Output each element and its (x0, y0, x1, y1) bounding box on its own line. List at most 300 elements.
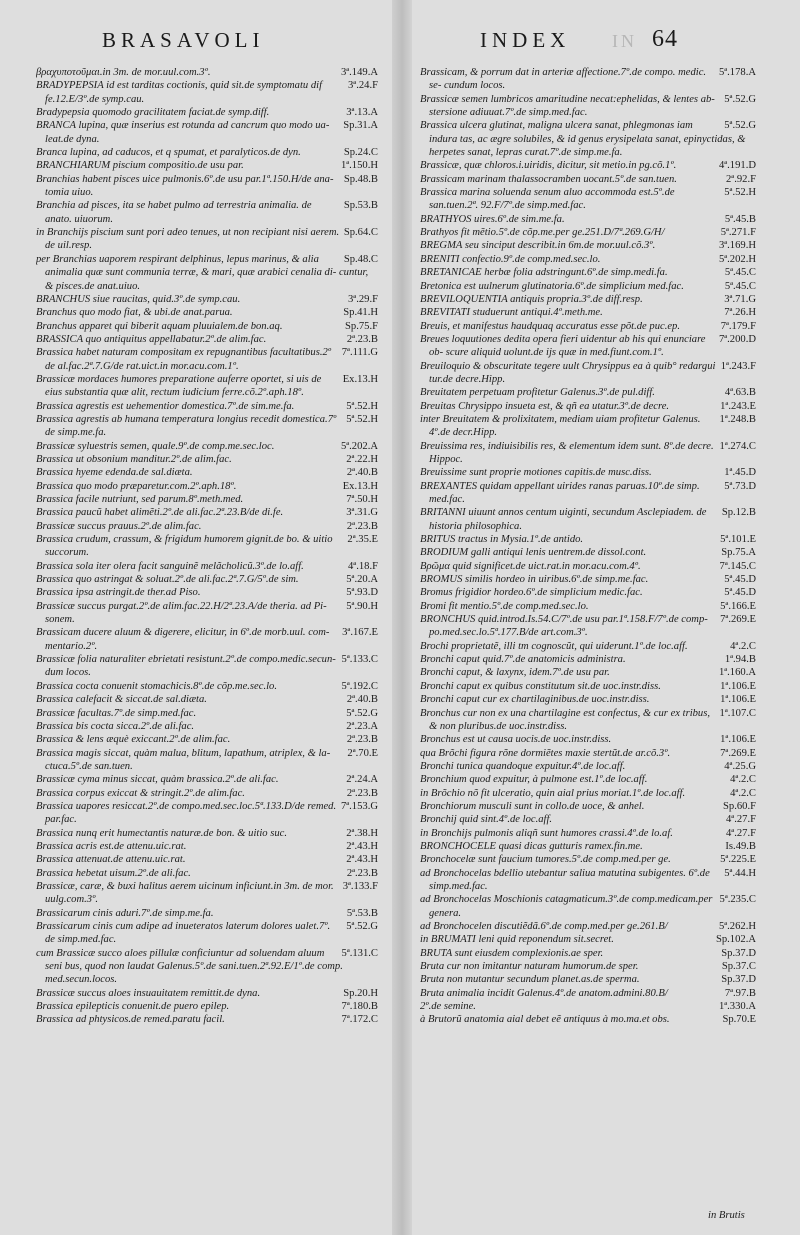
entry-text: Brassicæ succus prauus.2º.de alim.fac. (36, 520, 202, 532)
index-entry (36, 720, 378, 733)
index-column-left (36, 66, 378, 1226)
entry-text: Brassicam, & porrum dat in arteriæ affectione.7º.de compo. medic. se- cundum locos. (420, 67, 707, 92)
entry-reference: 5ª.73.D (724, 480, 756, 492)
entry-reference: Sp.60.F (723, 800, 756, 812)
index-entry (420, 800, 756, 813)
entry-reference: 1ª.274.C (719, 440, 756, 452)
entry-text: Brassica ut obsonium manditur.2º.de alim.fac. (36, 453, 232, 465)
entry-text: Brassicæ cyma minus siccat, quàm brassica.2º.de ali.fac. (36, 774, 279, 786)
entry-text: Brassicæ syluestris semen, quale.9º.de comp.me.sec.loc. (36, 440, 275, 452)
entry-text: à Brutorũ anatomia aial debet eẽ antiquus à mo.ma.et obs. (420, 1014, 670, 1026)
index-entry (36, 880, 378, 907)
entry-text: Breuissima res, indiuisibilis res, & elementum idem sunt. 8º.de decre. Hippoc. (420, 440, 714, 465)
entry-reference: 5ª.45.D (724, 587, 756, 599)
entry-text: Breuitas Chrysippo insueta est, & qñ ea utatur.3º.de decre. (420, 400, 670, 412)
entry-reference: 3ª.13.A (346, 107, 378, 119)
entry-reference: 4ª.25.G (724, 760, 756, 772)
entry-text: Brassica quo modo præparetur.com.2º.aph.18º. (36, 480, 237, 492)
index-entry (420, 253, 756, 266)
entry-reference: Ex.13.H (342, 480, 378, 492)
index-entry (36, 987, 378, 1000)
index-entry (36, 827, 378, 840)
entry-text: Bromus frigidior hordeo.6º.de simplicium medic.fac. (420, 587, 643, 599)
entry-text: Bruta cur non imitantur naturam humorum.de sper. (420, 961, 639, 973)
entry-reference: 7ª.26.H (724, 307, 756, 319)
index-entry (420, 840, 756, 853)
index-entry (36, 920, 378, 947)
entry-reference: 5ª.45.C (724, 267, 756, 279)
index-entry (420, 480, 756, 507)
entry-text: cum Brassicæ succo aloes pillulæ conficiuntur ad soluendam aluum seni bus, quod non laudat Galenus.5º.de sani.tuen.2ª.92.E/1º.de comp. med.secun.locos. (36, 947, 343, 986)
entry-reference: 5ª.52.H (346, 400, 378, 412)
index-entry (36, 440, 378, 453)
index-entry (36, 680, 378, 693)
index-entry (36, 119, 378, 146)
entry-text: BRITUS tractus in Mysia.1º.de antido. (420, 534, 584, 546)
entry-text: BREXANTES quidam appellant uirides ranas paruas.10º.de simp. med.fac. (420, 480, 700, 505)
entry-text: Brassica magis siccat, quàm malua, blitum, lapathum, atriplex, & la- ctuca.5º.de san.tuen. (36, 747, 331, 772)
entry-reference: 4ª.2.C (730, 774, 756, 786)
index-entry (36, 226, 378, 253)
entry-reference: 3ª.71.G (724, 293, 756, 305)
index-entry (420, 280, 756, 293)
entry-text: BRENITI confectio.9º.de comp.med.sec.lo. (420, 253, 601, 265)
entry-reference: 7ª.269.E (720, 614, 756, 626)
entry-reference: Ex.13.H (342, 373, 378, 385)
entry-text: Brassica agrestis est uehementior domestica.7º.de sim.me.fa. (36, 400, 295, 412)
entry-reference: Sp.24.C (343, 147, 378, 159)
index-entry (420, 933, 756, 946)
index-entry (420, 360, 756, 387)
index-entry (420, 506, 756, 533)
entry-reference: 2ª.23.B (346, 734, 378, 746)
entry-text: Bronchiorum musculi sunt in collo.de uoce, & anhel. (420, 800, 645, 812)
index-entry (420, 867, 756, 894)
entry-reference: 2ª.43.H (346, 840, 378, 852)
entry-reference: 1ª.150.H (340, 160, 378, 172)
index-entry (420, 66, 756, 93)
index-entry (420, 853, 756, 866)
index-entry (420, 653, 756, 666)
entry-reference: 5ª.45.C (724, 280, 756, 292)
entry-text: Brassicam marinam thalassocramben uocant.5º.de san.tuen. (420, 173, 677, 185)
entry-reference: 4ª.2.C (730, 787, 756, 799)
entry-reference: 2ª.24.A (346, 774, 378, 786)
entry-reference: Sp.20.H (343, 987, 378, 999)
entry-reference: 1ª.160.A (718, 667, 756, 679)
entry-text: Brassica crudum, crassum, & frigidum humorem gignit.de bo. & uitio succorum. (36, 534, 333, 559)
index-entry (420, 213, 756, 226)
entry-text: in Brõchio nõ fit ulceratio, quin aial prius moriat.1º.de loc.aff. (420, 787, 686, 799)
entry-text: Brassica & lens æquè exiccant.2º.de alim.fac. (36, 734, 231, 746)
page-number: 64 (652, 26, 678, 52)
entry-text: BREGMA seu sinciput describit.in 6m.de mor.uul.cõ.3º. (420, 240, 656, 252)
entry-reference: 5ª.44.H (724, 867, 756, 879)
entry-text: Bradypepsia quomodo gracilitatem faciat.de symp.diff. (36, 107, 270, 119)
index-entry (420, 119, 756, 159)
index-entry (420, 226, 756, 239)
entry-reference: 5ª.202.H (718, 253, 756, 265)
entry-reference: 5ª.178.A (718, 67, 756, 78)
entry-reference: 7ª.180.B (341, 1001, 378, 1013)
entry-text: βραχυποτοῦμαι.in 3m. de mor.uul.com.3º. (36, 67, 211, 78)
entry-reference: Sp.48.B (343, 173, 378, 185)
entry-text: Bruta animalia incidit Galenus.4º.de anatom.admini.80.B/ (420, 987, 668, 999)
entry-text: Brassica agrestis ab humana temperatura longius recedit domestica.7º de simp.me.fa. (36, 413, 337, 439)
entry-reference: 1ª.106.E (720, 694, 756, 706)
index-entry (36, 560, 378, 573)
entry-reference: 3ª.149.A (340, 67, 378, 78)
entry-text: Brassica paucũ habet alimẽti.2º.de ali.fac.2ª.23.B/de di.fe. (36, 507, 284, 519)
entry-text: BRANCA lupina, quæ inserius est rotunda ad cancrum quo modo ua- leat.de dyna. (36, 120, 330, 145)
entry-text: Bronchi caput, & laxynx, idem.7º.de usu par. (420, 667, 610, 679)
entry-text: Brassicæ succus aloes insuauitatem remittit.de dyna. (36, 987, 261, 999)
entry-reference: Sp.75.F (345, 320, 378, 332)
entry-text: Βρῶμα quid significet.de uict.rat.in mor.acu.com.4º. (420, 560, 641, 572)
entry-reference: Is.49.B (725, 840, 756, 852)
entry-text: Brochi proprietatẽ, illi tm cognoscũt, qui uiderunt.1º.de loc.aff. (420, 640, 688, 652)
index-entry (420, 586, 756, 599)
index-entry (420, 893, 756, 920)
index-entry (420, 320, 756, 333)
index-entry (420, 773, 756, 786)
entry-text: Bronchus est ut causa uocis.de uoc.instr.diss. (420, 734, 612, 746)
entry-text: Brassica acris est.de attenu.uic.rat. (36, 840, 187, 852)
entry-reference: Sp.41.H (343, 307, 378, 319)
index-entry (36, 159, 378, 172)
entry-reference: 5ª.45.B (724, 213, 756, 225)
index-entry (420, 560, 756, 573)
index-entry (420, 546, 756, 559)
index-entry (36, 480, 378, 493)
index-entry (420, 266, 756, 279)
entry-reference: 5ª.52.G (346, 707, 378, 719)
entry-text: Brassicæ facultas.7º.de simp.med.fac. (36, 707, 197, 719)
index-entry (420, 293, 756, 306)
index-entry (36, 907, 378, 920)
index-entry (420, 306, 756, 319)
entry-reference: 5ª.202.A (340, 440, 378, 452)
index-entry (420, 973, 756, 986)
entry-reference: 1ª.248.B (719, 413, 756, 425)
entry-text: Bronchi tunica quandoque expuitur.4º.de loc.aff. (420, 760, 626, 772)
entry-reference: Sp.48.C (343, 253, 378, 265)
index-entry (420, 680, 756, 693)
entry-text: BRONCHUS quid.introd.Is.54.C/7º.de usu par.1ª.158.F/7º.de comp- po.med.sec.lo.5ª.177.B/de art.com.3º. (420, 614, 708, 639)
entry-reference: 1ª.94.B (724, 654, 756, 666)
entry-text: Bronchi caput quid.7º.de anatomicis administra. (420, 654, 626, 666)
index-entry (420, 600, 756, 613)
entry-reference: 5ª.101.E (720, 534, 756, 546)
entry-text: Brassica attenuat.de attenu.uic.rat. (36, 854, 186, 866)
index-entry (420, 747, 756, 760)
running-head-index: INDEX (480, 28, 571, 52)
index-entry (36, 520, 378, 533)
entry-reference: 2ª.40.B (346, 694, 378, 706)
entry-text: Brassica calefacit & siccat.de sal.diæta. (36, 694, 207, 706)
entry-reference: 2ª.23.A (346, 720, 378, 732)
entry-text: Brassica hebetat uisum.2º.de ali.fac. (36, 867, 191, 879)
index-entry (420, 413, 756, 440)
entry-text: BREVITATI studuerunt antiqui.4º.meth.me. (420, 307, 603, 319)
entry-reference: 3ª.133.F (342, 880, 378, 892)
entry-reference: 2ª.70.E (347, 747, 378, 759)
entry-reference: Sp.102.A (715, 934, 756, 946)
entry-reference: 2ª.22.H (346, 453, 378, 465)
entry-text: Brassica marina soluenda senum aluo accommoda est.5º.de san.tuen.2ª. 92.F/7º.de simp.med.fac. (420, 187, 675, 212)
entry-text: BRASSICA quo antiquitus appellabatur.2º.de alim.fac. (36, 333, 267, 345)
entry-text: qua Brõchi figura rõne dormiẽtes maxie stertũt.de ar.cõ.3º. (420, 747, 671, 759)
index-entry (36, 466, 378, 479)
index-entry (36, 573, 378, 586)
index-entry (36, 787, 378, 800)
index-entry (36, 493, 378, 506)
entry-reference: 5ª.235.C (719, 894, 756, 906)
index-entry (420, 707, 756, 734)
entry-text: Breues loquutiones dedita opera fieri uidentur ab his qui enunciare ob- scure aliquid uolunt.de ijs quæ in med.fiunt.com.1º. (420, 333, 706, 359)
index-entry (420, 440, 756, 467)
index-entry (36, 840, 378, 853)
index-entry (36, 306, 378, 319)
entry-text: BRETANICAE herbæ folia adstringunt.6º.de simp.medi.fa. (420, 267, 668, 279)
index-entry (36, 1000, 378, 1013)
entry-text: Brassica habet naturam compositam ex repugnantibus facultatibus.2º de al.fac.2ª.7.G/de rat.uict.in mor.acu.com.1º. (36, 347, 332, 372)
index-entry (420, 760, 756, 773)
entry-text: Branchus apparet qui biberit aquam pluuialem.de bon.aq. (36, 320, 283, 332)
index-entry (36, 506, 378, 519)
entry-reference: 5ª.20.A (346, 574, 378, 586)
index-entry (36, 106, 378, 119)
entry-text: in Branchijs piscium sunt pori adeo tenues, ut non recipiant nisi aerem. de uil.resp. (36, 227, 340, 252)
entry-text: Branchias habent pisces uice pulmonis.6º.de usu par.1ª.150.H/de ana- tomia uiuo. (36, 173, 334, 199)
entry-reference: 5ª.52.H (724, 187, 756, 199)
entry-text: Branca lupina, ad caducos, et q spumat, et paralyticos.de dyn. (36, 147, 301, 159)
entry-reference: 1ª.243.F (720, 360, 756, 372)
entry-text: Brassica facile nutriunt, sed parum.8º.meth.med. (36, 494, 244, 505)
entry-text: Bronchi caput ex quibus constitutum sit.de uoc.instr.diss. (420, 680, 661, 692)
index-entry (36, 320, 378, 333)
entry-text: Brassicæ folia naturaliter ebrietati resistunt.2º.de compo.medic.secun- dum locos. (36, 654, 336, 679)
entry-text: Branchia ad pisces, ita se habet pulmo ad terrestria animalia. de anato. uiuorum. (36, 200, 312, 225)
entry-reference: 5ª.53.B (346, 907, 378, 919)
index-entry (36, 653, 378, 680)
entry-text: Brassicæ mordaces humores preparatione auferre oportet, si uis de eius substantia quæ alit, rectum iudicium ferre.cõ.2º.aph.18º. (36, 373, 322, 399)
entry-text: in BRUMATI leni quid reponendum sit.secret. (420, 934, 614, 946)
entry-reference: 2ª.40.B (346, 467, 378, 479)
index-entry (36, 400, 378, 413)
index-entry (420, 1000, 756, 1013)
index-entry (420, 640, 756, 653)
page-gutter (392, 0, 412, 1235)
index-entry (420, 813, 756, 826)
entry-text: Brassica ad phtysicos.de remed.paratu facil. (36, 1014, 225, 1026)
index-entry (420, 400, 756, 413)
entry-reference: 5ª.52.G (724, 93, 756, 105)
entry-reference: 1ª.330.A (718, 1001, 756, 1013)
entry-text: Brassica quo astringat & soluat.2º.de ali.fac.2ª.7.G/5º.de sim. (36, 574, 299, 586)
index-column-right (420, 66, 756, 1226)
index-entry (36, 800, 378, 827)
entry-text: Brassicarum cinis cum adipe ad inueteratos laterum dolores ualet.7º. de simp.med.fac. (36, 921, 331, 946)
index-entry (36, 346, 378, 373)
entry-reference: 4ª.18.F (347, 560, 378, 572)
entry-reference: 3ª.29.F (347, 293, 378, 305)
entry-text: BRONCHOCELE quasi dicas gutturis ramex.fin.me. (420, 840, 643, 852)
entry-reference: Sp.37.D (721, 947, 756, 959)
entry-reference: 5ª.192.C (341, 680, 378, 692)
entry-text: Brassica bis cocta sicca.2º.de ali.fac. (36, 720, 195, 732)
entry-text: Brassica epilepticis conuenit.de puero epilep. (36, 1001, 230, 1013)
entry-reference: 5ª.90.H (346, 600, 378, 612)
index-entry (36, 79, 378, 106)
entry-reference: 7ª.50.H (346, 494, 378, 505)
entry-text: Brassica uapores resiccat.2º.de compo.med.sec.loc.5ª.133.D/de remed. par.fac. (36, 800, 337, 826)
index-entry (36, 600, 378, 627)
entry-text: Breuiloquio & obscuritate tegere uult Chrysippus ea à quib° redargui tur.de decre.Hipp. (420, 360, 716, 385)
entry-reference: 1ª.106.E (720, 680, 756, 692)
entry-reference: 5ª.131.C (341, 947, 378, 959)
index-entry (420, 239, 756, 252)
catchword: in Brutis (708, 1210, 745, 1221)
index-entry (420, 93, 756, 120)
entry-reference: 2ª.23.B (346, 520, 378, 532)
index-entry (420, 159, 756, 172)
index-entry (420, 186, 756, 213)
entry-reference: 1ª.243.E (720, 400, 756, 412)
index-entry (36, 733, 378, 746)
entry-reference: 7ª.179.F (720, 320, 756, 332)
entry-text: Bromi fit mentio.5º.de comp.med.sec.lo. (420, 600, 589, 612)
entry-text: BRADYPEPSIA id est tarditas coctionis, quid sit.de symptomatu dif fe.12.E/3º.de symp.cau. (36, 80, 323, 105)
entry-reference: 5ª.133.C (341, 654, 378, 666)
entry-text: Brassicæ, quæ chloros.i.uiridis, dicitur, sit metio.in pg.cõ.1º. (420, 160, 677, 172)
entry-reference: 4ª.27.F (725, 827, 756, 839)
entry-reference: 3ª.24.F (347, 80, 378, 92)
entry-text: Brassica sola iter olera facit sanguinẽ melãcholicũ.3º.de lo.aff. (36, 560, 304, 572)
index-entry (420, 960, 756, 973)
entry-text: Brassica ulcera glutinat, maligna ulcera sanat, phlegmonas iam indura tas, ac ægre solubiles, & id genus erysipelata sanat, epinyctidas, & herpetes sanat, lepras curat.7º.de simp.me.fa. (420, 120, 746, 159)
index-entry (420, 920, 756, 933)
entry-reference: 2ª.23.B (346, 787, 378, 799)
entry-reference: 5ª.45.D (724, 574, 756, 586)
entry-reference: 1ª.107.C (719, 707, 756, 719)
index-entry (36, 1013, 378, 1026)
entry-reference: 1ª.45.D (724, 467, 756, 479)
index-entry (36, 373, 378, 400)
entry-text: Brathyos fit mẽtio.5º.de cõp.me.per ge.251.D/7ª.269.G/H/ (420, 227, 665, 239)
entry-text: Breuissime sunt proprie motiones capitis.de musc.diss. (420, 467, 652, 479)
entry-reference: Sp.75.A (721, 547, 756, 559)
entry-reference: 5ª.52.G (724, 120, 756, 132)
entry-text: BRATHYOS uires.6º.de sim.me.fa. (420, 213, 565, 225)
entry-reference: 7ª.145.C (719, 560, 756, 572)
entry-reference: 4ª.191.D (718, 160, 756, 172)
entry-reference: 5ª.52.G (346, 921, 378, 932)
entry-reference: 2ª.38.H (346, 827, 378, 839)
entry-text: Bronchocelæ sunt faucium tumores.5º.de comp.med.per ge. (420, 854, 671, 866)
entry-text: BRANCHIARUM piscium compositio.de usu par. (36, 160, 244, 172)
entry-reference: 5ª.225.E (720, 854, 756, 866)
entry-text: Breuitatem perpetuam profitetur Galenus.3º.de pul.diff. (420, 387, 655, 399)
entry-text: Bronchi caput cur ex chartilaginibus.de uoc.instr.diss. (420, 694, 650, 706)
index-entry (36, 773, 378, 786)
entry-reference: 3ª.167.E (342, 627, 378, 639)
entry-text: ad Bronchocelen discutiẽdã.6º.de comp.med.per ge.261.B/ (420, 921, 668, 932)
entry-reference: 7ª.172.C (341, 1014, 378, 1026)
index-entry (420, 1013, 756, 1026)
entry-reference: 4ª.63.B (724, 387, 756, 399)
entry-text: BROMUS similis hordeo in uiribus.6º.de simp.me.fac. (420, 574, 649, 586)
entry-text: BRITANNI uiuunt annos centum uiginti, secundum Asclepiadem. de historia philosophica. (420, 507, 707, 532)
entry-text: in Bronchijs pulmonis aliqñ sunt humores crassi.4º.de lo.af. (420, 827, 673, 839)
index-entry (420, 333, 756, 360)
entry-text: Bronchium quod expuitur, à pulmone est.1º.de loc.aff. (420, 774, 648, 786)
entry-text: Branchus quo modo fiat, & ubi.de anat.parua. (36, 307, 233, 319)
entry-text: Brassica ipsa astringit.de ther.ad Piso. (36, 587, 201, 599)
entry-text: Brassicarum cinis aduri.7º.de simp.me.fa. (36, 907, 214, 919)
entry-reference: 7ª.269.E (720, 747, 756, 759)
entry-reference: 3ª.169.H (718, 240, 756, 252)
index-entry (36, 146, 378, 159)
entry-text: inter Breuitatem & prolixitatem, mediam uiam profitetur Galenus. 4º.de decr.Hipp. (420, 413, 701, 439)
entry-reference: 7ª.200.D (718, 333, 756, 345)
entry-text: Bretonica est uulnerum glutinatoria.6º.de simplicium med.fac. (420, 280, 684, 292)
index-entry (36, 853, 378, 866)
entry-reference: Sp.37.C (721, 961, 756, 973)
index-entry (36, 253, 378, 293)
entry-reference: Sp.53.B (343, 200, 378, 212)
index-entry (36, 586, 378, 599)
entry-reference: 2ª.23.B (346, 867, 378, 879)
entry-reference: 2ª.92.F (725, 173, 756, 185)
entry-text: Brassica corpus exiccat & stringit.2º.de alim.fac. (36, 787, 245, 799)
index-entry (36, 453, 378, 466)
index-entry (36, 626, 378, 653)
entry-reference: 3ª.31.G (346, 507, 378, 519)
entry-text: Bruta non mutantur secundum planet.as.de sperma. (420, 974, 640, 986)
entry-reference: 5ª.271.F (720, 227, 756, 239)
entry-text: Brassica hyeme edenda.de sal.diæta. (36, 467, 193, 479)
entry-reference: 2ª.35.E (347, 534, 378, 546)
index-entry (420, 733, 756, 746)
entry-text: Brassicæ semen lumbricos amaritudine necat:ephelidas, & lentes ab- stersione adiuuat.7º.de simp.med.fac. (420, 93, 715, 119)
entry-text: Brassicæ, caræ, & buxi halitus aerem uicinum inficiunt.in 3m. de mor. uulg.com.3º. (36, 880, 334, 906)
index-entry (36, 707, 378, 720)
entry-text: per Branchias uaporem respirant delphinus, lepus marinus, & alia animalia quæ sunt communia terræ, & mari, quæ arabici cenalia di- cuntur, & pisces.de anat.uiuo. (36, 253, 369, 292)
entry-reference: Sp.37.D (721, 974, 756, 986)
entry-reference: 5ª.93.D (346, 587, 378, 599)
entry-text: BREVILOQUENTIA antiquis propria.3º.de diff.resp. (420, 293, 643, 305)
entry-text: Breuis, et manifestus haudquaq accuratus esse põt.de puc.ep. (420, 320, 680, 332)
entry-reference: 7ª.111.G (341, 347, 378, 359)
entry-reference: 7ª.153.G (340, 800, 378, 812)
index-entry (420, 613, 756, 640)
index-entry (36, 333, 378, 346)
index-entry (420, 987, 756, 1000)
index-entry (36, 533, 378, 560)
index-entry (420, 666, 756, 679)
index-entry (420, 827, 756, 840)
show-through-text: IN (612, 31, 637, 51)
index-entry (420, 466, 756, 479)
entry-reference: Sp.31.A (343, 120, 378, 132)
entry-reference: 1ª.106.E (720, 734, 756, 746)
index-entry (420, 386, 756, 399)
index-entry (36, 947, 378, 987)
index-entry (36, 66, 378, 79)
entry-reference: 7ª.97.B (724, 987, 756, 999)
entry-text: Brassicæ succus purgat.2º.de alim.fac.22.H/2ª.23.A/de theria. ad Pi- sonem. (36, 600, 327, 626)
